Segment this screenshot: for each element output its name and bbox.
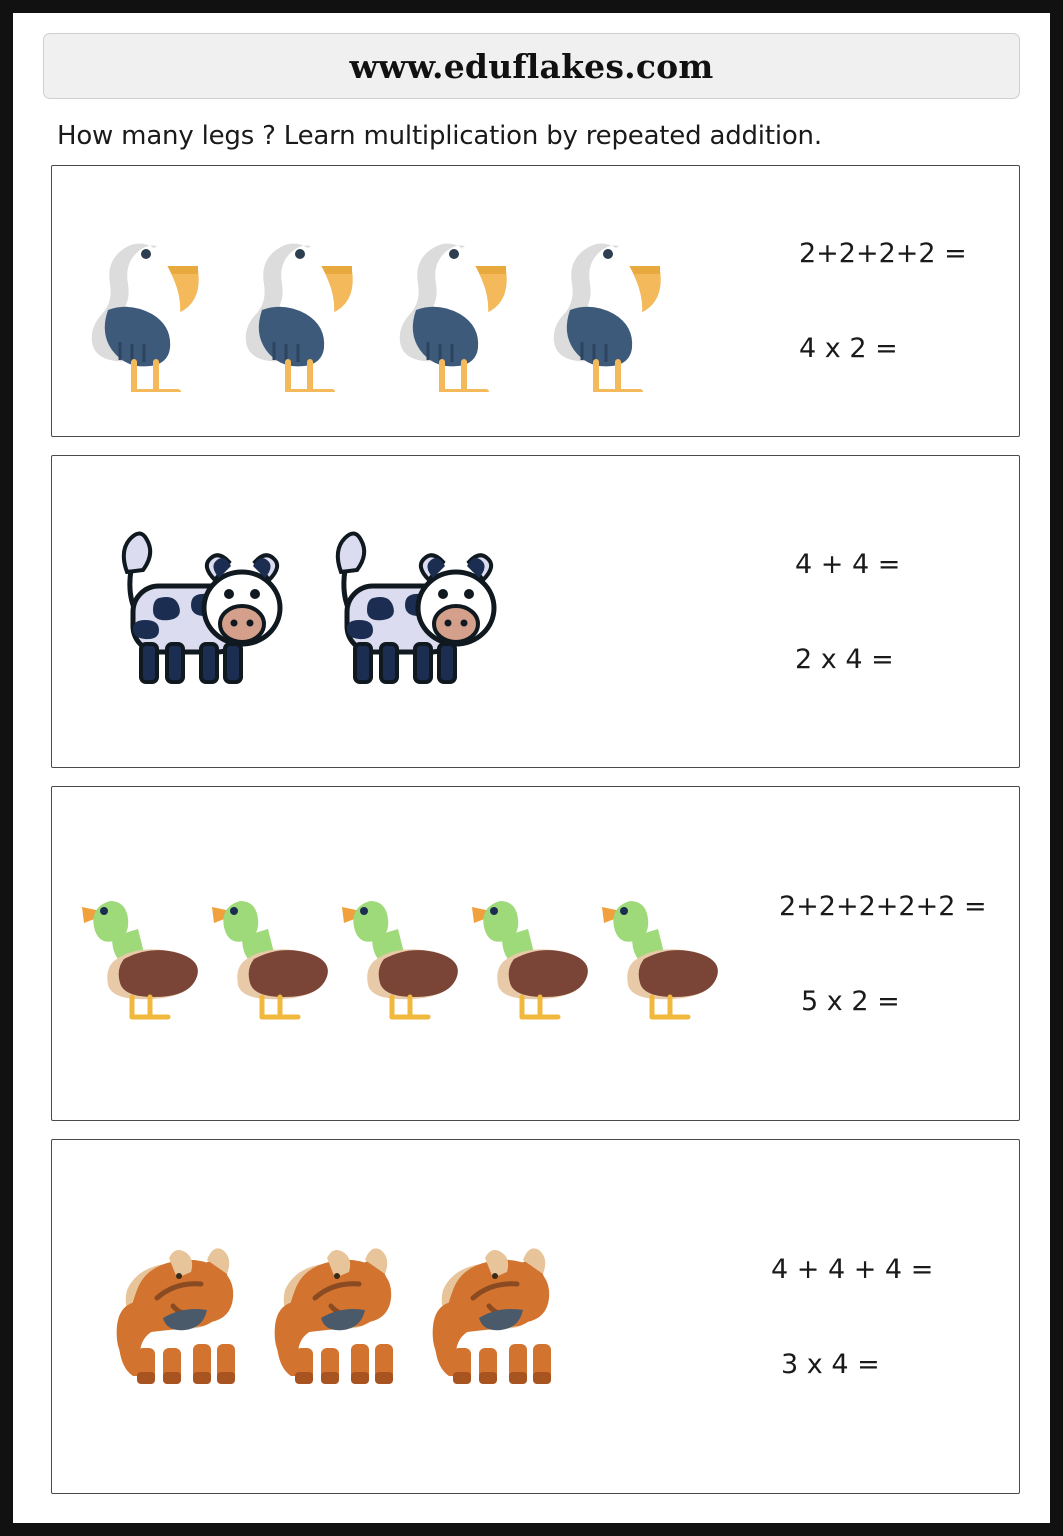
problem-box-2	[51, 455, 1020, 768]
duck-icon	[80, 877, 200, 1031]
duck-icon	[210, 877, 330, 1031]
addition-equation: 4 + 4 + 4 =	[771, 1253, 934, 1285]
cow-icon	[97, 520, 287, 704]
duck-icon	[340, 877, 460, 1031]
site-name: www.eduflakes.com	[349, 46, 714, 86]
animal-group-cows	[52, 456, 767, 767]
equations-3	[767, 787, 1019, 1120]
animal-group-horses	[52, 1140, 767, 1493]
animal-group-pelicans	[52, 166, 767, 436]
horse-icon	[265, 1240, 415, 1394]
multiplication-equation: 2 x 4 =	[795, 643, 894, 675]
multiplication-equation: 3 x 4 =	[781, 1348, 880, 1380]
horse-icon	[423, 1240, 573, 1394]
pelican-icon	[234, 192, 384, 396]
addition-equation: 2+2+2+2+2 =	[779, 890, 987, 922]
equations-1	[767, 166, 1019, 436]
pelican-icon	[388, 192, 538, 396]
equations-2	[767, 456, 1019, 767]
horse-icon	[107, 1240, 257, 1394]
multiplication-equation: 4 x 2 =	[799, 333, 898, 364]
site-banner	[43, 33, 1020, 99]
duck-icon	[600, 877, 720, 1031]
duck-icon	[470, 877, 590, 1031]
multiplication-equation: 5 x 2 =	[801, 985, 900, 1017]
instruction-text: How many legs ? Learn multiplication by repeated addition.	[57, 121, 822, 151]
pelican-icon	[80, 192, 230, 396]
problem-box-1	[51, 165, 1020, 437]
addition-equation: 4 + 4 =	[795, 548, 901, 580]
addition-equation: 2+2+2+2 =	[799, 238, 967, 269]
problem-box-4	[51, 1139, 1020, 1494]
equations-4	[767, 1140, 1019, 1493]
animal-group-ducks	[52, 787, 767, 1120]
problem-box-3	[51, 786, 1020, 1121]
pelican-icon	[542, 192, 692, 396]
cow-icon	[311, 520, 501, 704]
